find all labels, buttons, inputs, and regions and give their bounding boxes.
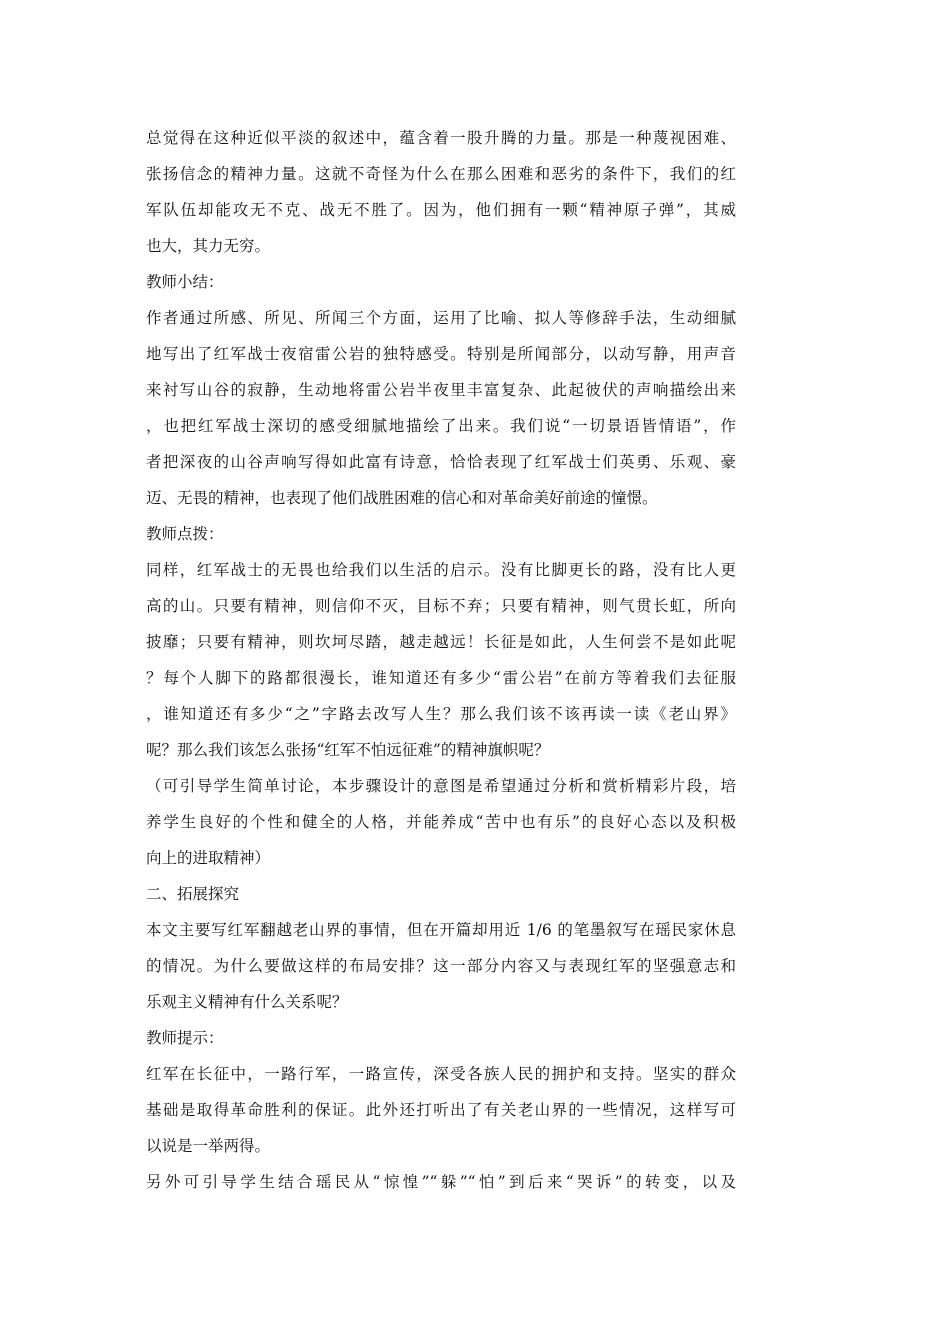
document-page [146,120,736,1200]
text-line: 披靡；只要有精神，则坎坷尽踏，越走越远！长征是如此，人生何尝不是如此呢 [146,633,736,651]
text-line: 以说是一举两得。 [146,1137,271,1155]
text-line: 军队伍却能攻无不克、战无不胜了。因为，他们拥有一颗“精神原子弹”，其威 [146,201,736,219]
text-line: 高的山。只要有精神，则信仰不灭，目标不弃；只要有精神，则气贯长虹，所向 [146,597,736,615]
text-line: 教师小结： [146,273,224,291]
text-line: 同样，红军战士的无畏也给我们以生活的启示。没有比脚更长的路，没有比人更 [146,561,736,579]
text-line: 呢？那么我们该怎么张扬“红军不怕远征难”的精神旗帜呢？ [146,741,550,759]
text-line: ，也把红军战士深切的感受细腻地描绘了出来。我们说“一切景语皆情语”，作 [146,417,736,435]
text-line: 迈、无畏的精神，也表现了他们战胜困难的信心和对革命美好前途的憧憬。 [146,489,658,507]
text-line: 二、拓展探究 [146,885,240,903]
text-line: 另外可引导学生结合瑶民从“惊惶”“躲”“怕”到后来“哭诉”的转变，以及 [146,1173,736,1191]
text-line: 也大，其力无穷。 [146,237,271,255]
text-line: ，谁知道还有多少“之”字路去改写人生？那么我们该不该再读一读《老山界》 [146,705,736,723]
text-line: 者把深夜的山谷声响写得如此富有诗意，恰恰表现了红军战士们英勇、乐观、豪 [146,453,736,471]
text-line: 作者通过所感、所见、所闻三个方面，运用了比喻、拟人等修辞手法，生动细腻 [146,309,736,327]
text-line: 向上的进取精神） [146,849,271,867]
text-line: 本文主要写红军翻越老山界的事情，但在开篇却用近 1/6 的笔墨叙写在瑶民家休息 [146,921,736,939]
text-line: 来衬写山谷的寂静，生动地将雷公岩半夜里丰富复杂、此起彼伏的声响描绘出来 [146,381,736,399]
text-line: 红军在长征中，一路行军，一路宣传，深受各族人民的拥护和支持。坚实的群众 [146,1065,736,1083]
text-line: 养学生良好的个性和健全的人格，并能养成“苦中也有乐”的良好心态以及积极 [146,813,736,831]
text-line: 乐观主义精神有什么关系呢？ [146,993,348,1011]
text-line: 张扬信念的精神力量。这就不奇怪为什么在那么困难和恶劣的条件下，我们的红 [146,165,736,183]
text-line: 教师点拨： [146,525,224,543]
text-line: （可引导学生简单讨论，本步骤设计的意图是希望通过分析和赏析精彩片段，培 [146,777,736,795]
text-line: 教师提示： [146,1029,224,1047]
text-line: 地写出了红军战士夜宿雷公岩的独特感受。特别是所闻部分，以动写静，用声音 [146,345,736,363]
text-line: ？每个人脚下的路都很漫长，谁知道还有多少“雷公岩”在前方等着我们去征服 [146,669,736,687]
text-line: 基础是取得革命胜利的保证。此外还打听出了有关老山界的一些情况，这样写可 [146,1101,736,1119]
text-line: 的情况。为什么要做这样的布局安排？这一部分内容又与表现红军的坚强意志和 [146,957,736,975]
text-line: 总觉得在这种近似平淡的叙述中，蕴含着一股升腾的力量。那是一种蔑视困难、 [146,129,736,147]
